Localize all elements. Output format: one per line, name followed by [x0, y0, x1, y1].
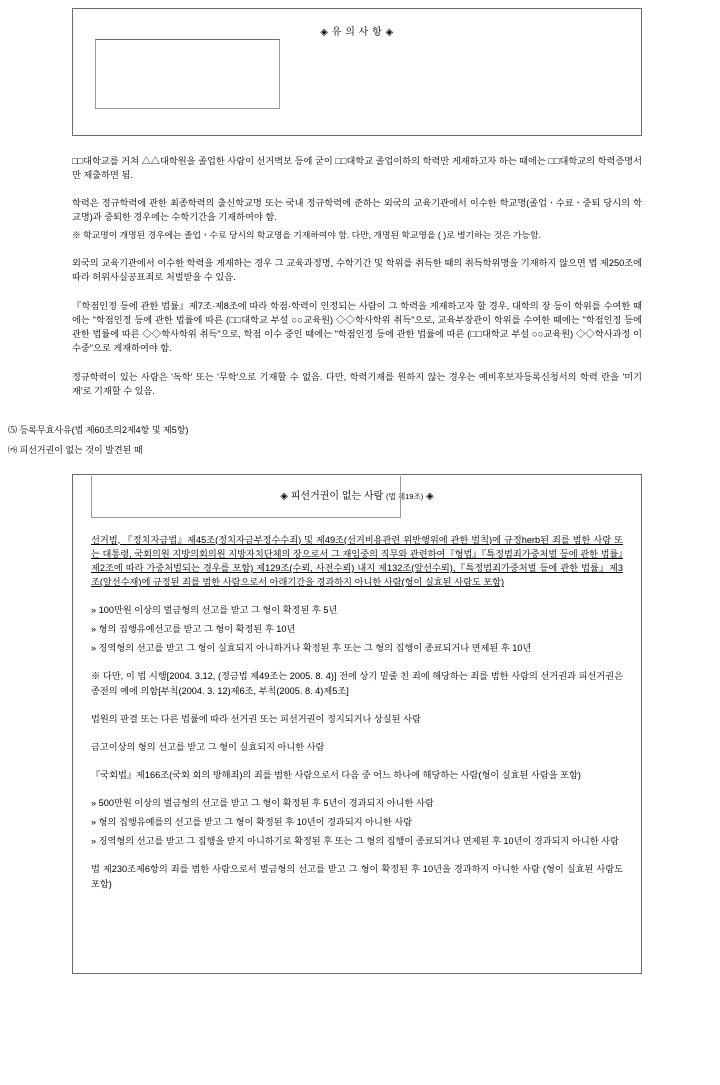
- exception-note: ※ 다만, 이 법 시행[2004. 3.12, (정금법 제49조는 2005. 8. 4)] 전에 상기 밑줄 친 죄에 해당하는 죄를 범한 사람의 선거권과 피선거권은 종전의 예에 의함[부칙(2004. 3. 12)제6조, 부칙(2005. 8. 4)제5조]: [91, 671, 623, 696]
- sub-bullet-2: » 형의 집행유예를의 선고를 받고 그 형이 확정된 후 10년이 경과되지 아니한 사람: [91, 816, 413, 827]
- document-page: [0, 8, 720, 974]
- paragraph-3-note: ※ 학교명이 개명된 경우에는 졸업ㆍ수료 당시의 학교명을 기재하여야 함. 다만, 개명된 학교명을 ( )로 병기하는 것은 가능함.: [72, 229, 541, 240]
- paragraph-1: □□대학교를 거쳐 △△대학원을 졸업한 사람이 선거벽보 등에 굳이 □□대학교 졸업이하의 학력만 게재하고자 하는 때에는 □□대학교의 학력증명서만 제출하면 됨.: [72, 155, 642, 180]
- notice-box-inner-frame: [95, 39, 280, 109]
- intro-underlined-text: 선거범, 『정치자금법』제45조(정치자금부정수수죄) 및 제49조(선거비용관련 위반행위에 관한 벌칙)에 규정herb된 죄를 범한 사람 또는 대통령, 국회의원 지방의회의원 지방자치단체의 장으로서 그 재임중의 직무와 관련하여『형법』『특정범죄가중처벌 등에 관한 법률』제2조에 따라 가중처벌되는 경우를 포함) 제129조(수뢰, 사전수뢰) 내지 제132조(알선수뢰),『특정범죄가중처벌 등에 관한 법률』제3조(알선수재)에 규정된 죄를 범한 사람으로서 아래기간을 경과하지 아니한 사람(형이 실효된 사람도 포함): [91, 534, 623, 588]
- notice-box-title: ◈ 유 의 사 항 ◈: [320, 27, 394, 38]
- item-3: 『국회법』제166조(국회 회의 방해죄)의 죄를 범한 사람으로서 다음 중 어느 하나에 해당하는 사람(형이 실효된 사람을 포함): [91, 770, 581, 781]
- paragraph-6: 정규학력이 있는 사람은 '독학' 또는 '무학'으로 기재할 수 없음. 다만, 학력기재를 원하지 않는 경우는 예비후보자등록신청서의 학력 란을 '미기재'로 기재할 수 있음.: [72, 371, 642, 396]
- intro-bullet-1: » 100만원 이상의 벌금형의 선고를 받고 그 형이 확정된 후 5년: [91, 604, 338, 615]
- sub-bullet-3: » 징역형의 선고를 받고 그 집행을 받지 아니하기로 확정된 후 또는 그 형의 집행이 종료되거나 면제된 후 10년이 경과되지 아니한 사람: [91, 836, 619, 846]
- item-last: 법 제230조제6항의 죄를 범한 사람으로서 벌금형의 선고를 받고 그 형이 확정된 후 10년을 경과하지 아니한 사람 (형이 실효된 사람도 포함): [91, 864, 623, 889]
- section-heading-line-1: ⑸ 등록무효사유(법 제60조의2제4항 및 제5항): [8, 425, 189, 436]
- sub-bullet-1: » 500만원 이상의 벌금형의 선고를 받고 그 형이 확정된 후 5년이 경과되지 아니한 사람: [91, 797, 434, 808]
- intro-bullet-2: » 형의 집행유예선고를 받고 그 형이 확정된 후 10년: [91, 623, 296, 634]
- ineligibility-title-main: ◈ 피선거권이 없는 사람: [280, 491, 384, 502]
- item-2: 금고이상의 형의 선고를 받고 그 형이 실효되지 아니한 사람: [91, 742, 325, 752]
- section-heading-line-2: ㈎ 피선거권이 없는 것이 발견된 때: [8, 445, 143, 456]
- item-1: 법원의 판결 또는 다른 법률에 따라 선거권 또는 피선거권이 정지되거나 상실된 사람: [91, 713, 421, 724]
- ineligibility-title-law-ref: (법 제19조): [386, 492, 424, 501]
- ineligibility-title-tail: ◈: [425, 491, 434, 502]
- paragraph-5: 『학점인정 등에 관한 법률』제7조·제8조에 따라 학점·학력이 인정되는 사람이 그 학력을 게재하고자 할 경우, 대학의 장 등이 학위를 수여한 때에는 "학점인정 등에 관한 법률에 따른 (□□대학교 부설 ○○교육원) ◇◇학사학위 취득"으로, 교육부장관이 학위를 수여한 때에는 "학점인정 등에 관한 법률에 따른 ◇◇학사학위 취득"으로, 학점 이수 중인 때에는 "학점인정 등에 관한 법률에 따른 (□□대학교 부설 ○○교육원) ◇◇학사과정 이수중"으로 게재하여야 함.: [72, 300, 642, 354]
- notice-box: [72, 8, 642, 136]
- intro-bullet-3: » 징역형의 선고를 받고 그 형이 실효되지 아니하거나 확정된 후 또는 그 형의 집행이 종료되거나 면제된 후 10년: [91, 643, 532, 653]
- paragraph-2: 학력은 정규학력에 관한 최종학력의 출신학교명 또는 국내 정규학력에 준하는 외국의 교육기관에서 이수한 학교명(졸업ㆍ수료ㆍ중퇴 당시의 학교명)과 중퇴한 경우에는 수학기간을 기재하여야 함.: [72, 198, 642, 223]
- body-text-block: [72, 154, 642, 399]
- ineligibility-box-inner-frame: [91, 476, 401, 518]
- ineligibility-box: [72, 474, 642, 974]
- ineligibility-box-body: [73, 517, 641, 930]
- paragraph-4: 외국의 교육기관에서 이수한 학력을 게재하는 경우 그 교육과정명, 수학기간 및 학위를 취득한 때의 취득학위명을 기재하지 않으면 법 제250조에 따라 허위사실공표죄로 처벌받을 수 있음.: [72, 258, 642, 283]
- section-headings: [8, 424, 720, 458]
